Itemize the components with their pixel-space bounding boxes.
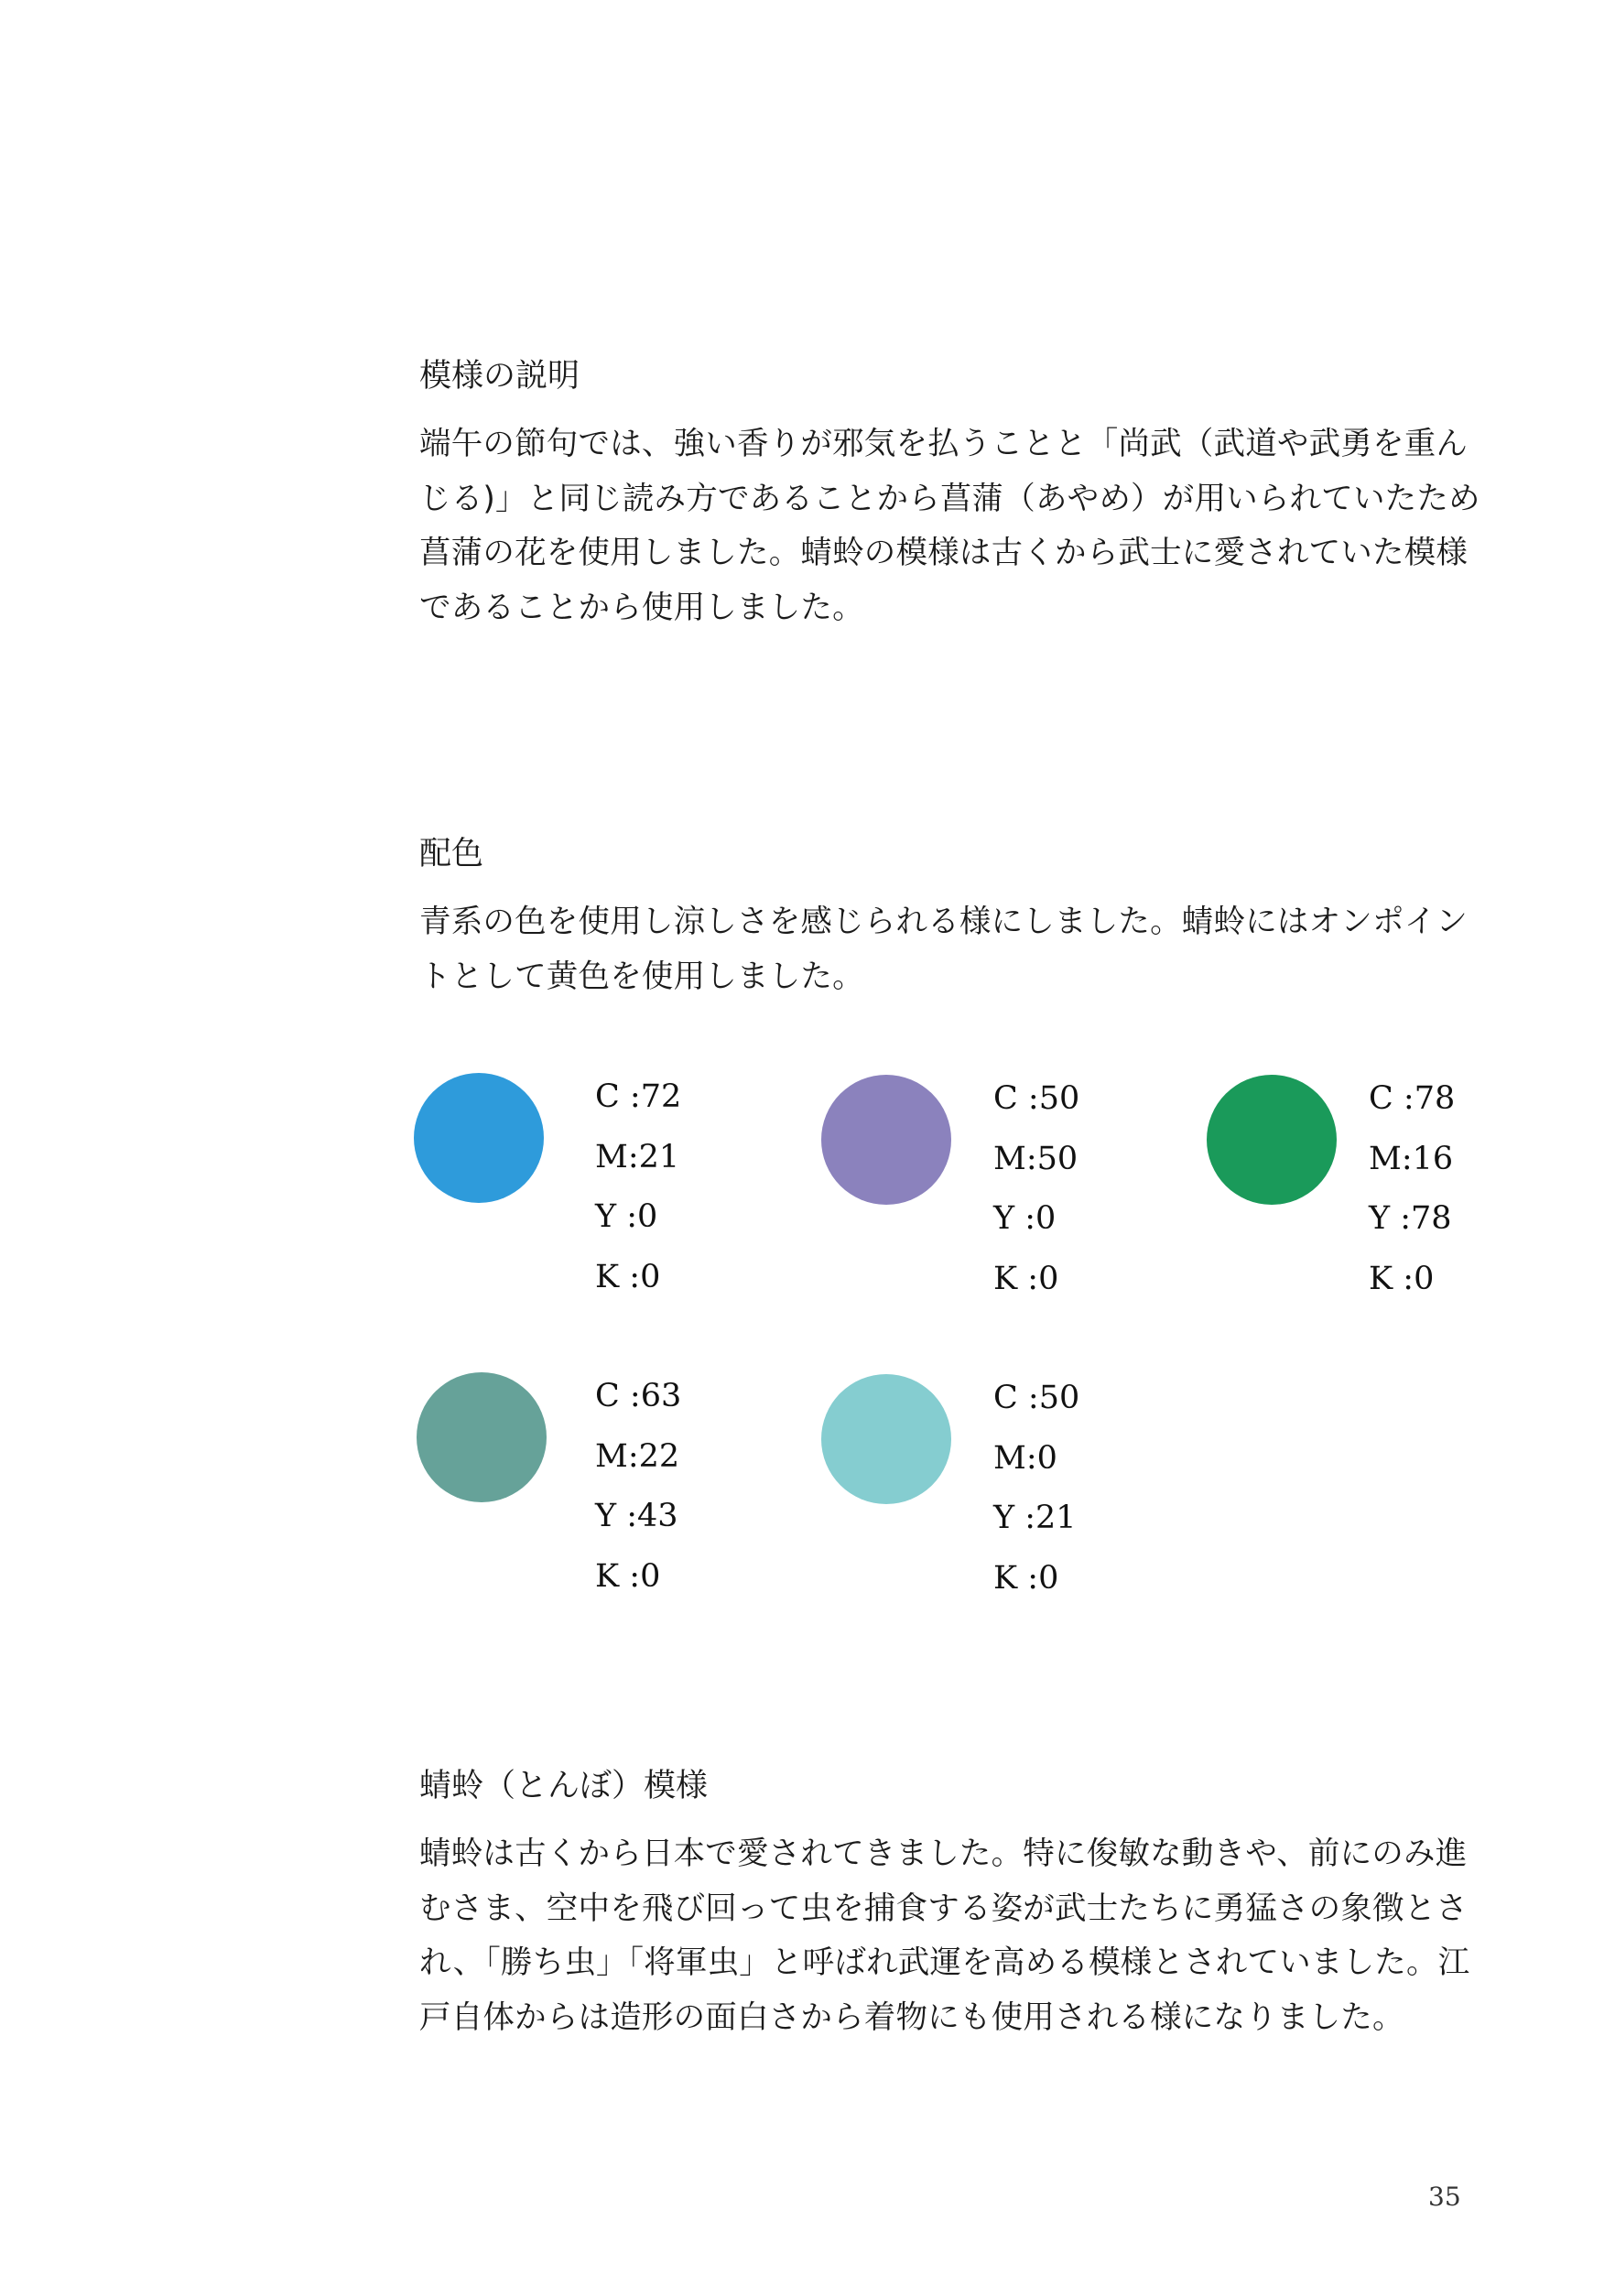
cmyk-y: Y :0 xyxy=(595,1198,658,1235)
page-number: 35 xyxy=(1428,2182,1461,2212)
cmyk-k: K :0 xyxy=(595,1557,661,1595)
pattern-description-section xyxy=(419,355,1480,635)
paragraph-line: れ、「勝ち虫」「将軍虫」と呼ばれ武運を高める模様とされていました。江 xyxy=(419,1944,1470,1981)
cmyk-k: K :0 xyxy=(993,1260,1059,1297)
paragraph-line: 菖蒲の花を使用しました。蜻蛉の模様は古くから武士に愛されていた模様 xyxy=(419,535,1469,571)
cmyk-y: Y :78 xyxy=(1369,1200,1452,1237)
color-circle xyxy=(417,1372,547,1502)
section-paragraph xyxy=(419,895,1472,1004)
cmyk-y: Y :0 xyxy=(993,1200,1057,1237)
cmyk-m: M:0 xyxy=(993,1439,1057,1477)
cmyk-c: C :50 xyxy=(993,1080,1080,1117)
cmyk-c: C :63 xyxy=(595,1378,682,1414)
section-heading: 配色 xyxy=(419,836,484,872)
cmyk-m: M:16 xyxy=(1369,1140,1454,1177)
section-heading: 蜻蛉（とんぼ）模様 xyxy=(419,1768,709,1804)
paragraph-line: 戸自体からは造形の面白さから着物にも使用される様になりました。 xyxy=(419,1998,1404,2036)
cmyk-k: K :0 xyxy=(595,1258,661,1295)
section-heading: 模様の説明 xyxy=(419,358,580,395)
color-scheme-section xyxy=(419,833,1472,1004)
cmyk-values xyxy=(993,1069,1079,1309)
cmyk-k: K :0 xyxy=(993,1559,1059,1597)
color-circle xyxy=(821,1374,951,1504)
color-circle xyxy=(821,1075,951,1205)
paragraph-line: トとして黄色を使用しました。 xyxy=(419,958,864,995)
cmyk-m: M:21 xyxy=(595,1138,680,1175)
cmyk-c: C :72 xyxy=(595,1078,682,1115)
paragraph-line: であることから使用しました。 xyxy=(419,589,864,626)
paragraph-line: 青系の色を使用し涼しさを感じられる様にしました。蜻蛉にはオンポイン xyxy=(419,904,1469,940)
cmyk-y: Y :21 xyxy=(993,1500,1077,1536)
cmyk-m: M:50 xyxy=(993,1140,1078,1177)
cmyk-values xyxy=(1369,1069,1455,1309)
cmyk-k: K :0 xyxy=(1369,1260,1435,1297)
cmyk-c: C :50 xyxy=(993,1380,1080,1416)
cmyk-m: M:22 xyxy=(595,1437,680,1475)
paragraph-line: 蜻蛉は古くから日本で愛されてきました。特に俊敏な動きや、前にのみ進 xyxy=(419,1836,1468,1872)
dragonfly-pattern-section xyxy=(419,1765,1472,2045)
color-circle xyxy=(1207,1075,1337,1205)
cmyk-y: Y :43 xyxy=(595,1498,678,1534)
section-paragraph xyxy=(419,1827,1472,2045)
paragraph-line: むさま、空中を飛び回って虫を捕食する姿が武士たちに勇猛さの象徴とさ xyxy=(419,1890,1469,1927)
paragraph-line: じる)」と同じ読み方であることから菖蒲（あやめ）が用いられていたため xyxy=(419,480,1480,517)
color-circle xyxy=(414,1073,544,1203)
cmyk-values xyxy=(595,1367,681,1607)
cmyk-values xyxy=(595,1067,681,1307)
section-paragraph xyxy=(419,417,1480,635)
paragraph-line: 端午の節句では、強い香りが邪気を払うことと「尚武（武道や武勇を重ん xyxy=(419,426,1469,462)
cmyk-c: C :78 xyxy=(1369,1080,1456,1117)
cmyk-values xyxy=(993,1369,1079,1608)
